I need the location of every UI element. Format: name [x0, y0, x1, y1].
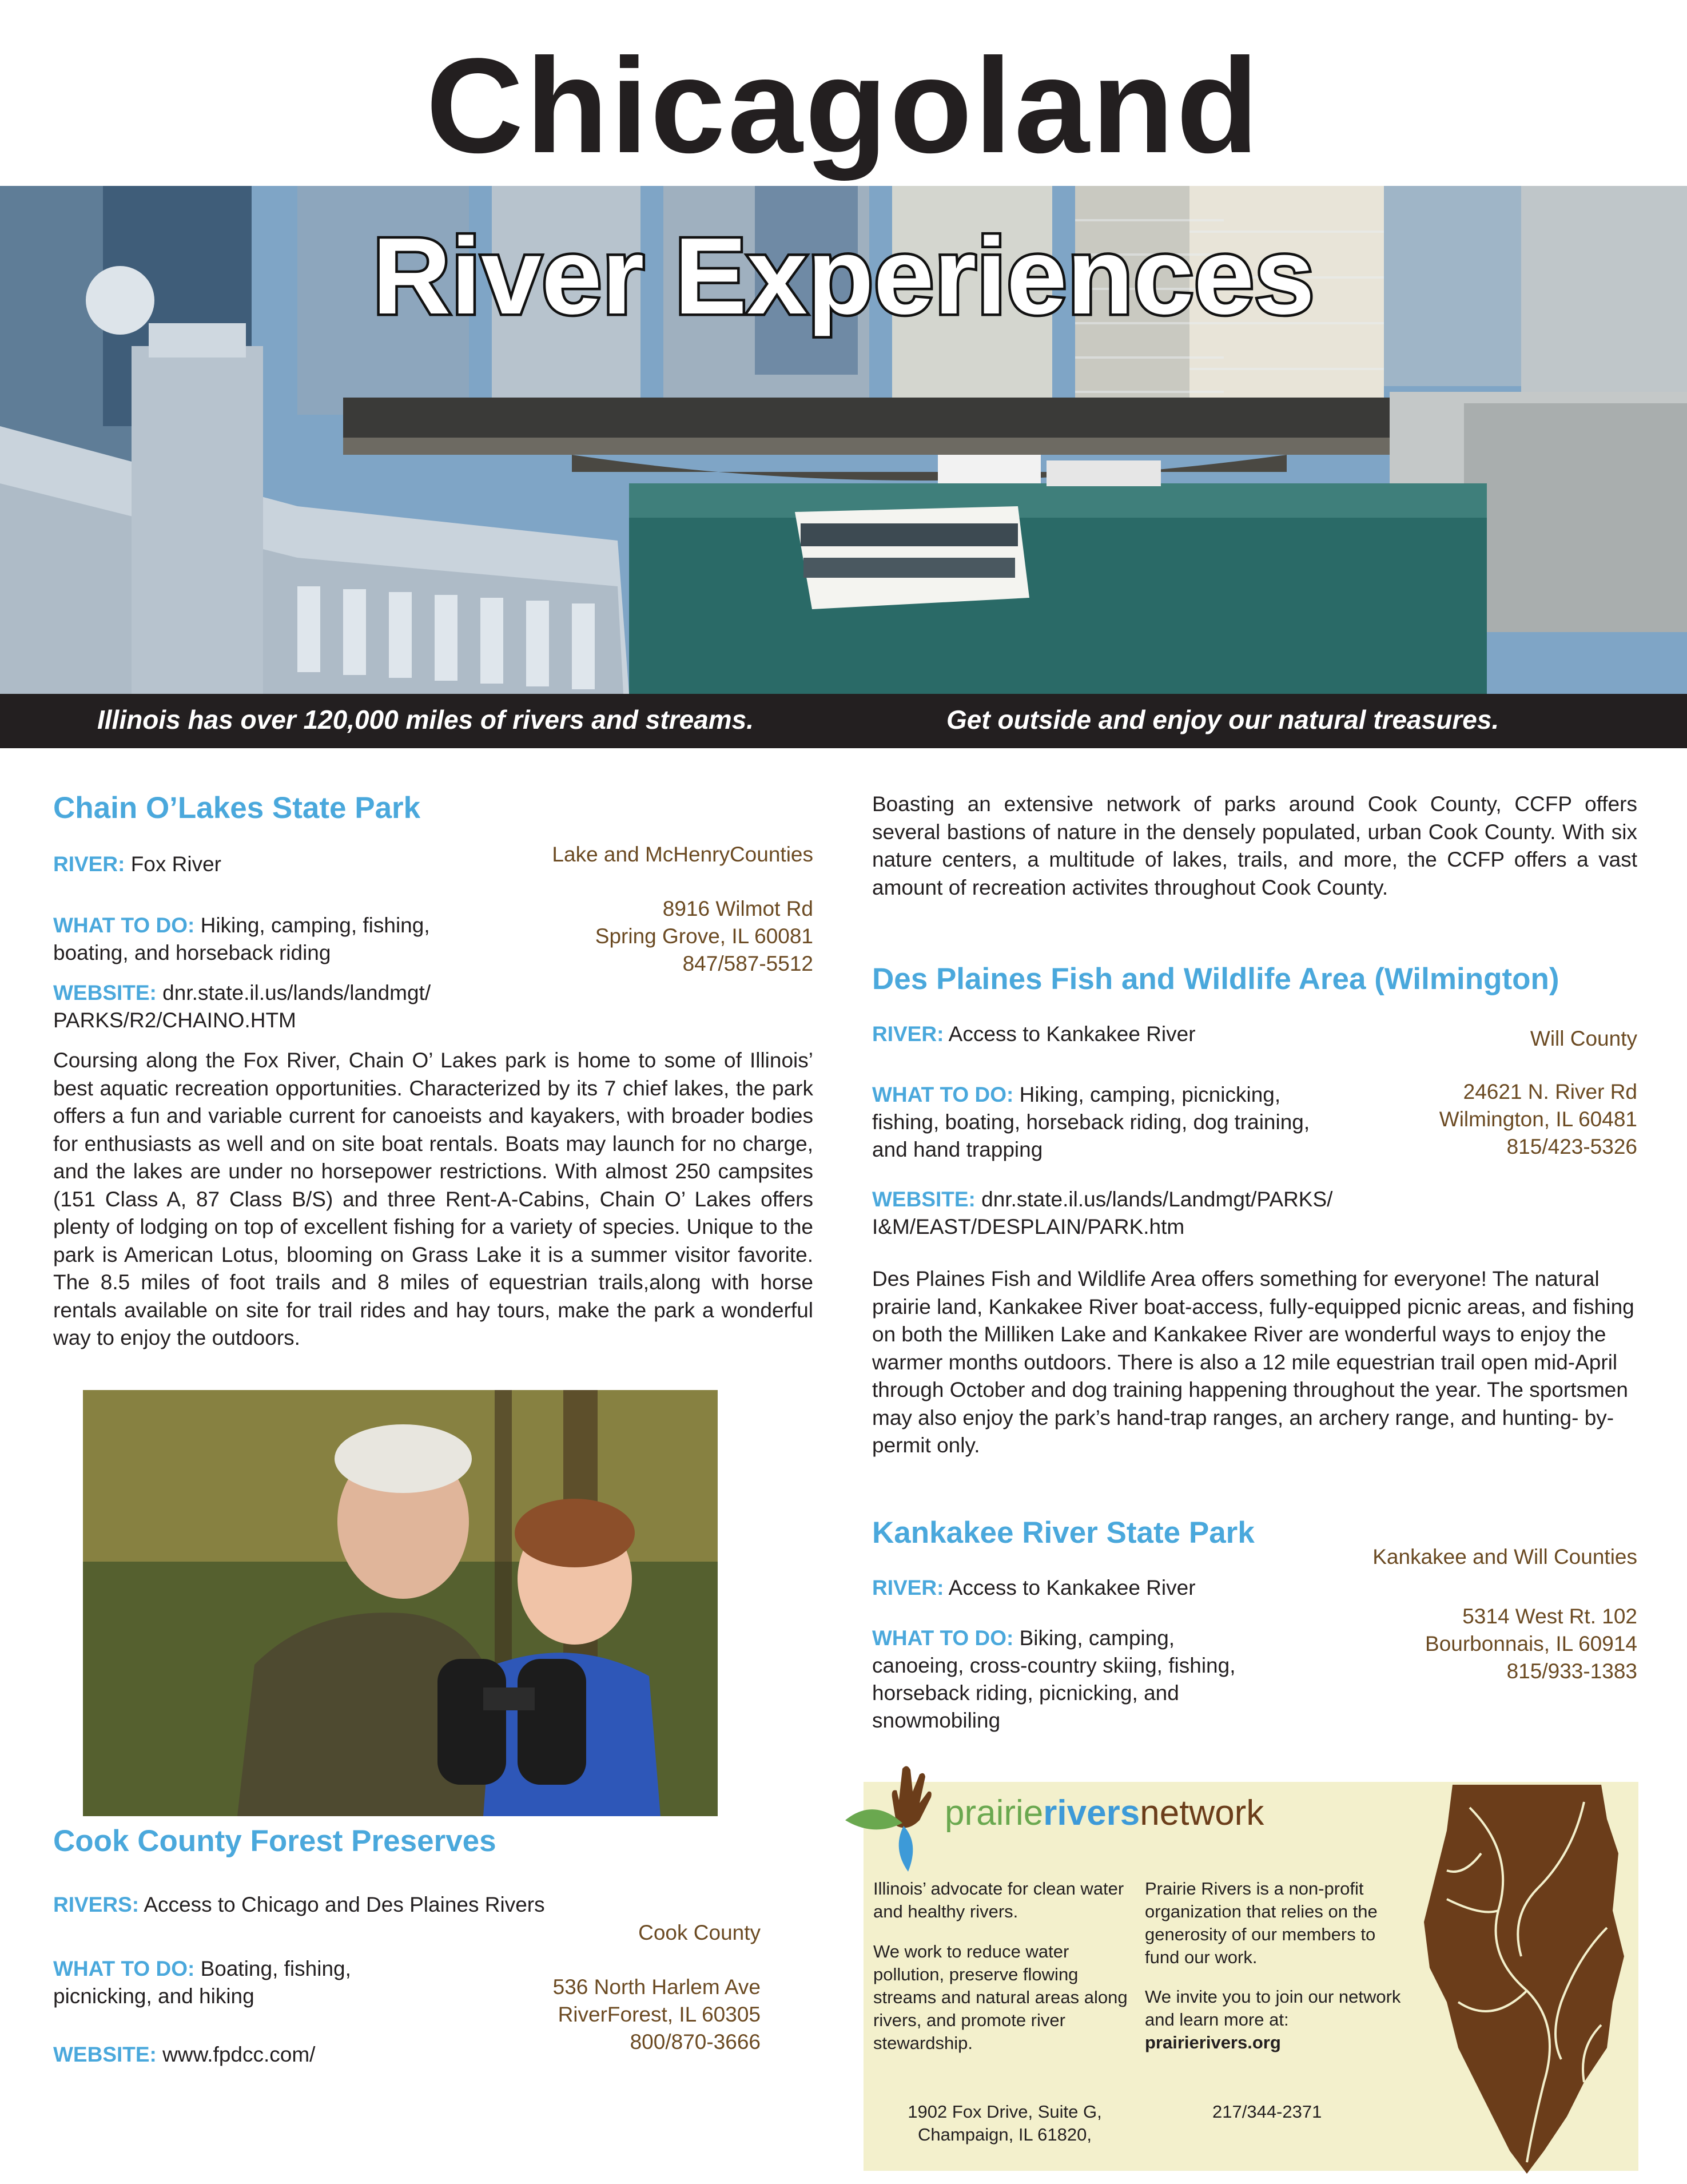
cook-todo-line2: picnicking, and hiking	[53, 1984, 254, 2008]
cook-website-value[interactable]: www.fpdcc.com/	[162, 2043, 316, 2066]
chain-website-label: WEBSITE:	[53, 981, 157, 1004]
prairie-col1-p2: We work to reduce water pollution, preserve flowing streams and natural areas along rivers, and promote river stewardship.	[873, 1941, 1128, 2053]
kankakee-address1: 5314 West Rt. 102	[1462, 1605, 1637, 1628]
cook-description: Boasting an extensive network of parks around Cook County, CCFP offers several bastions of nature in the densely populated, urban Cook County. With six nature centers, a multitude of lakes, trails, and more, the CCFP offers a vast amount of recreation activites throughout Cook County.	[872, 792, 1637, 899]
chain-address1: 8916 Wilmot Rd	[662, 897, 813, 920]
kankakee-phone: 815/933-1383	[1506, 1659, 1637, 1683]
desplaines-river	[872, 1020, 1196, 1048]
kankakee-heading: Kankakee River State Park	[872, 1516, 1255, 1550]
chain-heading: Chain O’Lakes State Park	[53, 791, 421, 825]
logo-network: network	[1140, 1793, 1264, 1833]
cook-rivers-value: Access to Chicago and Des Plaines Rivers	[144, 1893, 545, 1916]
desplaines-county: Will County	[1530, 1027, 1637, 1050]
desplaines-website-label: WEBSITE:	[872, 1188, 976, 1211]
chain-todo-value1: Hiking, camping, fishing,	[200, 914, 430, 937]
kankakee-todo-label: WHAT TO DO:	[872, 1626, 1014, 1650]
kankakee-river-value: Access to Kankakee River	[948, 1576, 1196, 1599]
cook-website-label: WEBSITE:	[53, 2043, 157, 2066]
banner-title: River Experiences	[372, 216, 1315, 337]
tagline-right: Get outside and enjoy our natural treasures.	[946, 705, 1499, 734]
cook-rivers	[53, 1891, 545, 1919]
cook-county: Cook County	[638, 1921, 761, 1944]
prairie-address-line1: 1902 Fox Drive, Suite G,	[908, 2102, 1102, 2122]
desplaines-heading: Des Plaines Fish and Wildlife Area (Wilmington)	[872, 962, 1559, 996]
desplaines-todo-line3: and hand trapping	[872, 1138, 1043, 1161]
desplaines-todo-label: WHAT TO DO:	[872, 1083, 1014, 1106]
chain-todo-line1	[53, 912, 430, 939]
chain-river	[53, 851, 221, 878]
desplaines-todo-line1	[872, 1081, 1280, 1109]
grandfather-boy-binoculars-photo	[83, 1390, 718, 1816]
desplaines-todo-line2: fishing, boating, horseback riding, dog training,	[872, 1110, 1310, 1134]
chain-website-line2[interactable]: PARKS/R2/CHAINO.HTM	[53, 1008, 296, 1032]
logo-rivers: rivers	[1043, 1793, 1140, 1833]
cook-todo-label: WHAT TO DO:	[53, 1957, 195, 1980]
cook-rivers-label: RIVERS:	[53, 1893, 140, 1916]
prairie-address-line2: Champaign, IL 61820,	[918, 2125, 1092, 2145]
desplaines-address1: 24621 N. River Rd	[1463, 1080, 1637, 1103]
chain-river-label: RIVER:	[53, 852, 125, 876]
kankakee-river-label: RIVER:	[872, 1576, 944, 1599]
chain-address2: Spring Grove, IL 60081	[595, 924, 813, 948]
kankakee-county: Kankakee and Will Counties	[1372, 1545, 1637, 1568]
kankakee-river	[872, 1574, 1196, 1602]
chain-todo-line2: boating, and horseback riding	[53, 941, 331, 964]
chain-description: Coursing along the Fox River, Chain O’ Lakes park is home to some of Illinois’ best aquatic recreation opportunities. Characterized by its 7 chief lakes, the park offers a fun and variable current for canoeists and kayakers, with broader bodies for enthusiasts as well and on site boat rentals. Boats may launch for no charge, and the lakes are under no horsepower restrictions. With almost 250 campsites (151 Class A, 87 Class B/S) and three Rent-A-Cabins, Chain O’ Lakes offers plenty of lodging on top of excellent fishing for a variety of species. Unique to the park is American Lotus, blooming on Grass Lake it is a summer visitor favorite. The 8.5 miles of foot trails and 8 miles of equestrian trails,along with horse rentals available on site for trail rides and hay tours, make the park a wonderful way to enjoy the outdoors.	[53, 1049, 813, 1349]
tagline-left: Illinois has over 120,000 miles of rivers and streams.	[97, 705, 754, 734]
chain-website-value1[interactable]: dnr.state.il.us/lands/landmgt/	[162, 981, 431, 1004]
desplaines-river-value: Access to Kankakee River	[948, 1022, 1196, 1046]
cook-website	[53, 2041, 315, 2068]
chain-river-value: Fox River	[130, 852, 221, 876]
prairie-col2-p2: We invite you to join our network and learn more at:	[1145, 1987, 1401, 2030]
kankakee-todo-value1: Biking, camping,	[1019, 1626, 1175, 1650]
desplaines-website-value1[interactable]: dnr.state.il.us/lands/Landmgt/PARKS/	[981, 1188, 1333, 1211]
cook-phone: 800/870-3666	[630, 2030, 761, 2054]
banner-photo	[0, 186, 1687, 694]
desplaines-website-line1	[872, 1186, 1332, 1213]
prairie-website[interactable]: prairierivers.org	[1145, 2032, 1281, 2052]
kankakee-address2: Bourbonnais, IL 60914	[1425, 1632, 1637, 1655]
cook-heading: Cook County Forest Preserves	[53, 1824, 496, 1858]
cook-todo-line1	[53, 1955, 351, 1983]
prairie-col2-p1: Prairie Rivers is a non-profit organization that relies on the generosity of our members to fund our work.	[1145, 1879, 1378, 1967]
chain-todo-label: WHAT TO DO:	[53, 914, 195, 937]
kankakee-todo-line2: canoeing, cross-country skiing, fishing,	[872, 1654, 1236, 1677]
chain-county: Lake and McHenryCounties	[552, 843, 813, 866]
kankakee-todo-line1	[872, 1625, 1175, 1652]
illinois-watershed-map-icon	[1413, 1785, 1641, 2174]
cook-address1: 536 North Harlem Ave	[552, 1975, 761, 1999]
photo-illustration	[83, 1390, 718, 1816]
desplaines-phone: 815/423-5326	[1506, 1135, 1637, 1158]
prairie-phone: 217/344-2371	[1212, 2102, 1322, 2122]
desplaines-description: Des Plaines Fish and Wildlife Area offers something for everyone! The natural prairie land, Kankakee River boat-access, fully-equipped picnic areas, and fishing on both the Milliken Lake and Kankakee River are wonderful ways to enjoy the warmer months outdoors. There is also a 12 mile equestrian trail open mid-April through October and dog training happening throughout the year. The sportsmen may also enjoy the park’s hand-trap ranges, an archery range, and hunting- by- permit only.	[872, 1267, 1634, 1457]
desplaines-river-label: RIVER:	[872, 1022, 944, 1046]
logo-prairie: prairie	[945, 1793, 1044, 1833]
prairie-col1-p1: Illinois’ advocate for clean water and healthy rivers.	[873, 1879, 1124, 1921]
prairie-rivers-logo-icon	[839, 1757, 954, 1877]
desplaines-website-line2[interactable]: I&M/EAST/DESPLAIN/PARK.htm	[872, 1215, 1185, 1238]
page-title: Chicagoland	[425, 30, 1262, 181]
desplaines-todo-value1: Hiking, camping, picnicking,	[1019, 1083, 1281, 1106]
prairie-rivers-wordmark	[945, 1790, 1264, 1836]
chain-phone: 847/587-5512	[682, 952, 813, 975]
chain-website-line1	[53, 979, 431, 1007]
cook-address2: RiverForest, IL 60305	[558, 2003, 761, 2026]
kankakee-todo-line4: snowmobiling	[872, 1709, 1001, 1732]
kankakee-todo-line3: horseback riding, picnicking, and	[872, 1681, 1179, 1705]
cook-todo-value1: Boating, fishing,	[200, 1957, 351, 1980]
desplaines-address2: Wilmington, IL 60481	[1439, 1107, 1637, 1131]
